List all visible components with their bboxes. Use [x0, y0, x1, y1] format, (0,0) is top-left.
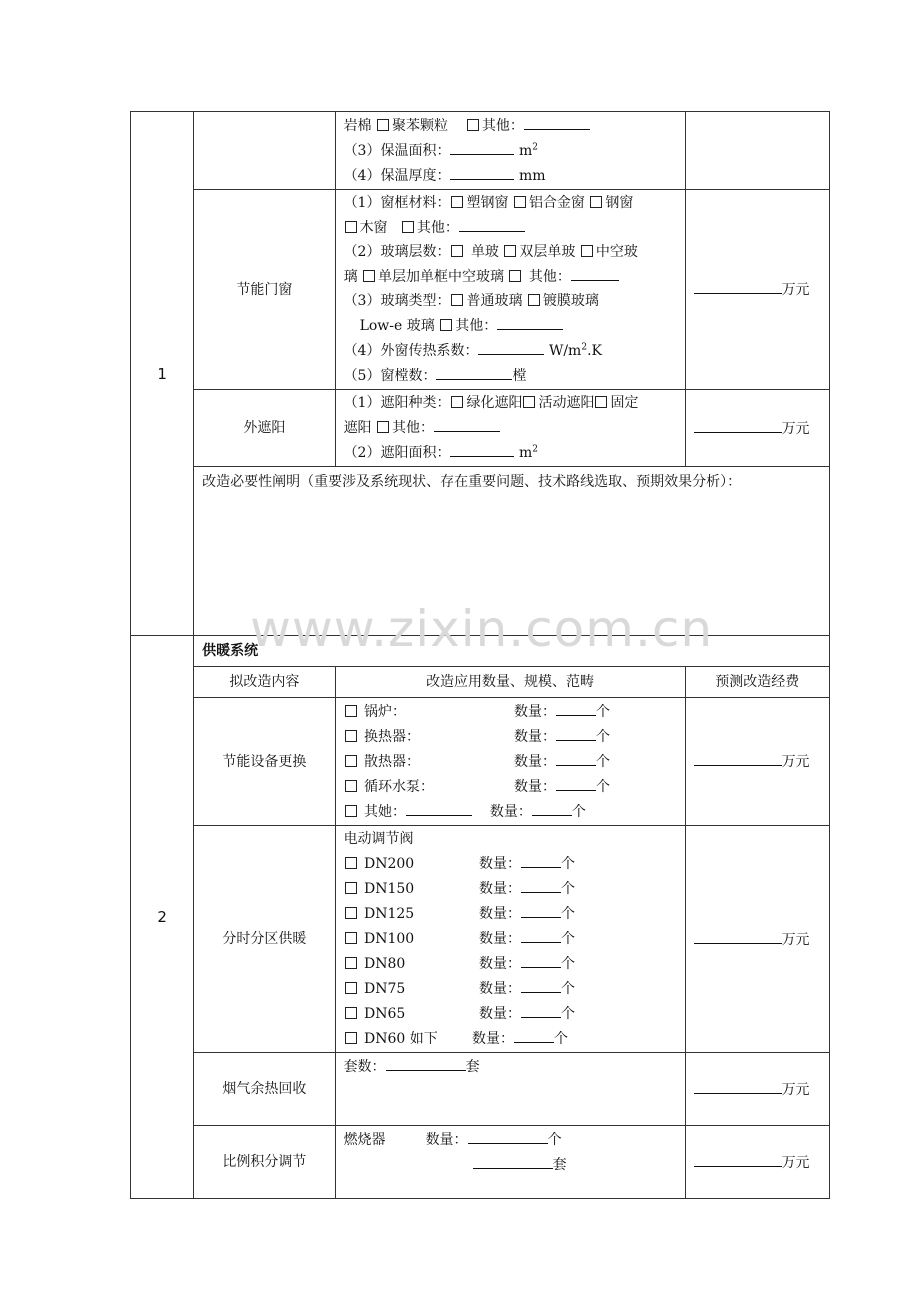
dn75-qty-field[interactable] [521, 976, 561, 993]
pid-cost-cell: 万元 [685, 1126, 829, 1199]
header-scope: 改造应用数量、规模、范畴 [335, 667, 685, 698]
checkbox-equip-other[interactable] [345, 805, 357, 817]
flue-cost-field[interactable] [694, 1077, 782, 1094]
zone-cost-field[interactable] [694, 927, 782, 944]
necessity-label: 改造必要性阐明（重要涉及系统现状、存在重要问题、技术路线选取、预期效果分析）： [202, 474, 742, 490]
header-cost: 预测改造经费 [685, 667, 829, 698]
pump-qty-field[interactable] [556, 774, 596, 791]
window-label: 节能门窗 [194, 190, 335, 390]
checkbox-wood[interactable] [345, 221, 357, 233]
equipment-body: 锅炉： 数量： 个 换热器： 数量： 个 散热器： 数量： 个 循环水泵： 数量： 个 其她： 数量： 个 [335, 698, 685, 826]
flue-cost-cell: 万元 [685, 1053, 829, 1126]
pid-body: 燃烧器 数量： 个 套 [335, 1126, 685, 1199]
zone-cost-cell: 万元 [685, 826, 829, 1053]
checkbox-dn60[interactable] [345, 1032, 357, 1044]
checkbox-dn125[interactable] [345, 907, 357, 919]
checkbox-dn150[interactable] [345, 882, 357, 894]
checkbox-dn75[interactable] [345, 982, 357, 994]
insulation-thickness-field[interactable] [450, 163, 514, 180]
checkbox-glasstype-other[interactable] [440, 319, 452, 331]
section-1-number: 1 [131, 112, 194, 636]
insulation-area-field[interactable] [450, 138, 514, 155]
checkbox-normal-glass[interactable] [451, 294, 463, 306]
zone-heating-body: 电动调节阀 DN200 数量： 个 DN150 数量： 个 DN125 数量： 个 DN100 数量： 个 DN80 数量： 个 DN75 数量： 个 DN65 数量： 个 DN60 如下 数量： 个 [335, 826, 685, 1053]
dn80-qty-field[interactable] [521, 951, 561, 968]
equip-other-field[interactable] [406, 799, 472, 816]
checkbox-dn100[interactable] [345, 932, 357, 944]
checkbox-radiator[interactable] [345, 755, 357, 767]
dn200-qty-field[interactable] [521, 851, 561, 868]
window-cost-field[interactable] [694, 277, 782, 294]
burner-qty-field[interactable] [468, 1127, 548, 1144]
shade-other-field[interactable] [434, 415, 500, 432]
checkbox-single-glass[interactable] [451, 245, 463, 257]
window-cost-cell: 万元 [685, 190, 829, 390]
glass-other-field[interactable] [571, 264, 619, 281]
equipment-cost-cell: 万元 [685, 698, 829, 826]
exchanger-qty-field[interactable] [556, 724, 596, 741]
checkbox-shade-other[interactable] [377, 421, 389, 433]
checkbox-hollow[interactable] [581, 245, 593, 257]
checkbox-polystyrene[interactable] [377, 119, 389, 131]
header-content: 拟改造内容 [194, 667, 335, 698]
checkbox-dn80[interactable] [345, 957, 357, 969]
checkbox-dn65[interactable] [345, 1007, 357, 1019]
zone-heating-label: 分时分区供暖 [194, 826, 335, 1053]
checkbox-insulation-other[interactable] [467, 119, 479, 131]
shading-cost-cell: 万元 [685, 390, 829, 467]
checkbox-dn200[interactable] [345, 857, 357, 869]
checkbox-fixed-shade[interactable] [595, 396, 607, 408]
window-frame-count-field[interactable] [436, 363, 512, 380]
checkbox-frame-other[interactable] [402, 221, 414, 233]
pid-cost-field[interactable] [694, 1150, 782, 1167]
equipment-label: 节能设备更换 [194, 698, 335, 826]
watermark: www.zixin.com.cn [250, 600, 714, 658]
dn100-qty-field[interactable] [521, 926, 561, 943]
checkbox-glass-other[interactable] [509, 270, 521, 282]
insulation-cost-cell [685, 112, 829, 190]
heat-coef-field[interactable] [478, 338, 544, 355]
dn65-qty-field[interactable] [521, 1001, 561, 1018]
insulation-body: 岩棉 聚苯颗粒 其他： （3）保温面积： $m^2$ （4）保温厚度： mm [335, 112, 685, 190]
shading-cost-field[interactable] [694, 416, 782, 433]
checkbox-boiler[interactable] [345, 705, 357, 717]
checkbox-pump[interactable] [345, 780, 357, 792]
pid-label: 比例积分调节 [194, 1126, 335, 1199]
boiler-qty-field[interactable] [556, 699, 596, 716]
shading-body: （1）遮阳种类： 绿化遮阳 活动遮阳 固定 遮阳 其他： （2）遮阳面积： $m^2$ [335, 390, 685, 467]
equip-other-qty-field[interactable] [532, 799, 572, 816]
dn125-qty-field[interactable] [521, 901, 561, 918]
glasstype-other-field[interactable] [497, 313, 563, 330]
checkbox-plastic-steel[interactable] [451, 196, 463, 208]
checkbox-steel[interactable] [590, 196, 602, 208]
flue-recovery-label: 烟气余热回收 [194, 1053, 335, 1126]
flue-sets-field[interactable] [386, 1054, 466, 1071]
heating-system-title: 供暖系统 [194, 636, 830, 667]
radiator-qty-field[interactable] [556, 749, 596, 766]
checkbox-single-plus-hollow[interactable] [363, 270, 375, 282]
checkbox-double-single[interactable] [504, 245, 516, 257]
dn60-qty-field[interactable] [514, 1026, 554, 1043]
section-2-number: 2 [131, 636, 194, 1199]
insulation-label-cell [194, 112, 335, 190]
shading-label: 外遮阳 [194, 390, 335, 467]
checkbox-aluminum[interactable] [514, 196, 526, 208]
checkbox-movable-shade[interactable] [523, 396, 535, 408]
flue-recovery-body: 套数： 套 [335, 1053, 685, 1126]
frame-other-field[interactable] [459, 215, 525, 232]
window-body: （1）窗框材料： 塑钢窗 铝合金窗 钢窗 木窗 其他： （2）玻璃层数： 单玻 双层单玻 中空玻 璃 单层加单框中空玻璃 其他： （3）玻璃类型： 普通玻璃 镀膜玻璃 Low-e 玻璃 其他： （4）外窗传热系数： $W/m^2.K$ （5）窗樘数： 樘 [335, 190, 685, 390]
valve-title: 电动调节阀 [343, 831, 414, 847]
shade-area-field[interactable] [450, 440, 514, 457]
checkbox-heat-exchanger[interactable] [345, 730, 357, 742]
burner-sets-field[interactable] [473, 1152, 553, 1169]
checkbox-coated-glass[interactable] [528, 294, 540, 306]
checkbox-green-shade[interactable] [451, 396, 463, 408]
dn150-qty-field[interactable] [521, 876, 561, 893]
insulation-other-field[interactable] [524, 113, 590, 130]
equipment-cost-field[interactable] [694, 749, 782, 766]
